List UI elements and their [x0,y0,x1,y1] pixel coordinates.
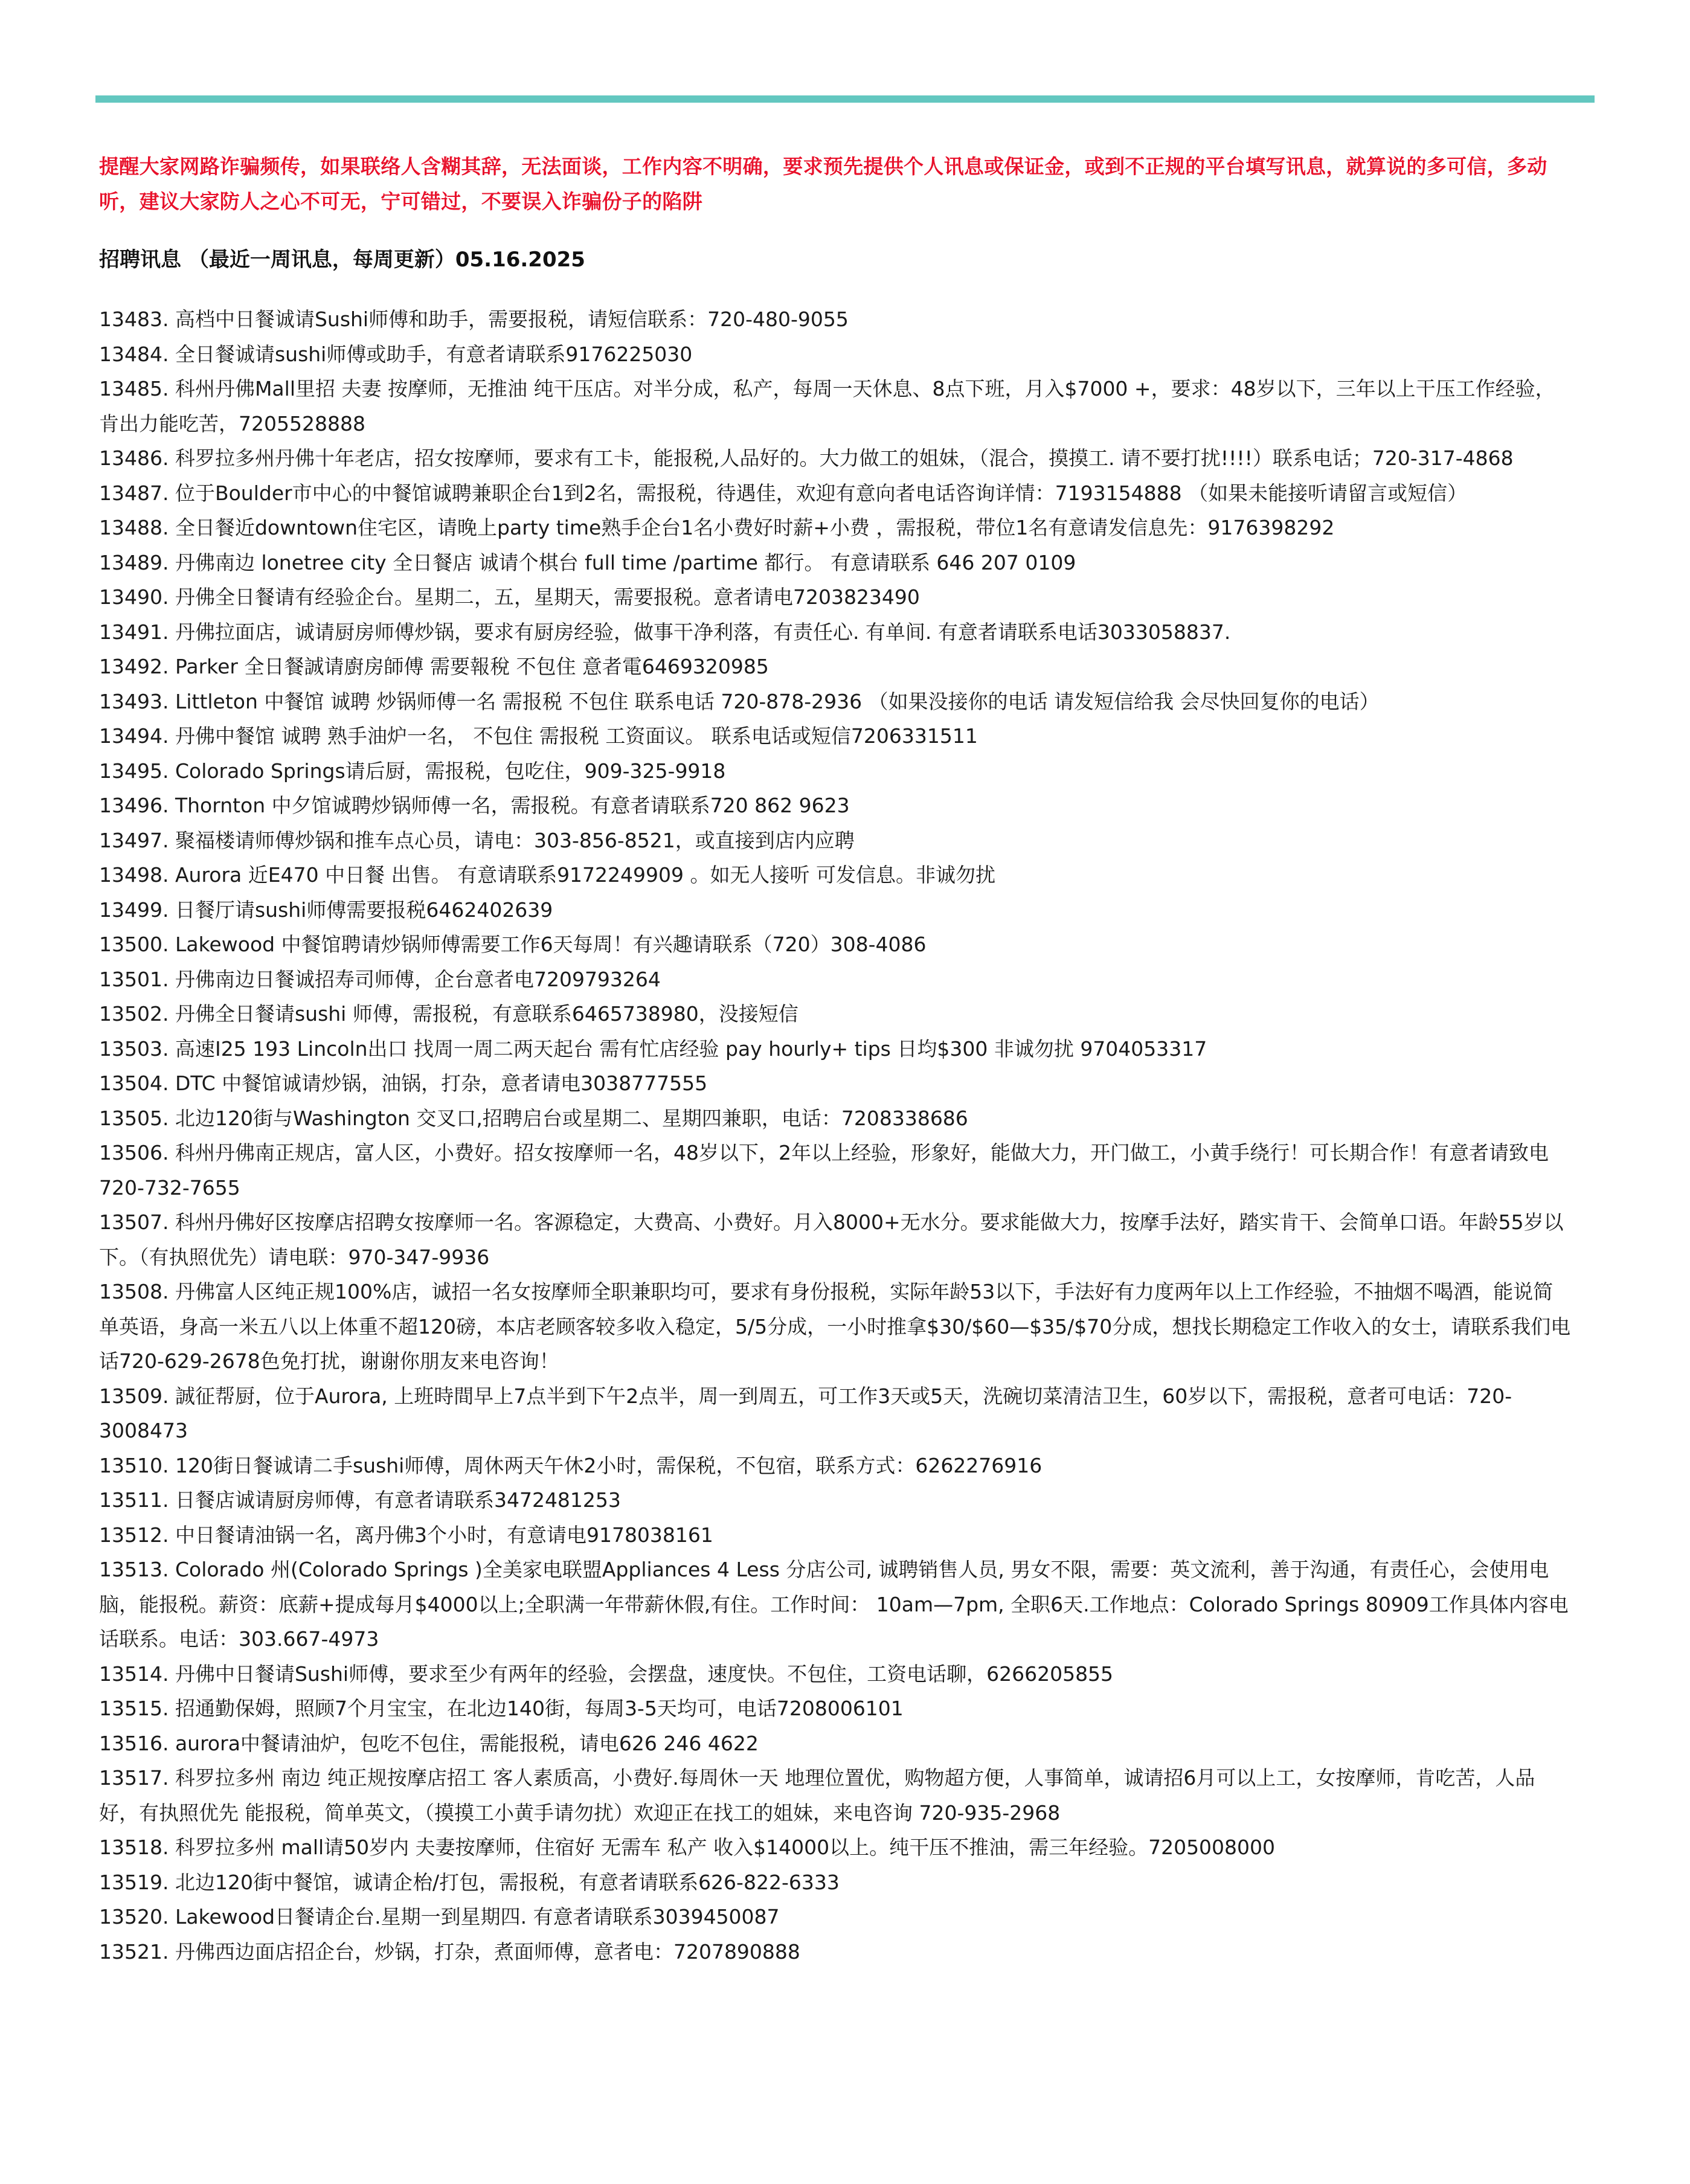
list-item: 13497. 聚福楼请师傅炒锅和推车点心员，请电：303-856-8521，或直接到店内应聘 [99,828,855,852]
list-item: 13489. 丹佛南边 lonetree city 全日餐店 诚请个棋台 full time /partime 都行。 有意请联系 646 207 0109 [99,550,1076,574]
list-item: 13509. 誠征帮厨，位于Aurora, 上班時間早上7点半到下午2点半，周一到周五，可工作3天或5天，洗碗切菜清洁卫生，60岁以下，需报税，意者可电话：720-3008473 [99,1384,1512,1442]
list-item: 13515. 招通勤保姆，照顾7个月宝宝，在北边140街，每周3-5天均可，电话7208006101 [99,1697,904,1720]
list-item: 13491. 丹佛拉面店，诚请厨房师傅炒锅，要求有厨房经验，做事干净利落，有责任心. 有单间. 有意者请联系电话3033058837. [99,620,1231,644]
list-item: 13484. 全日餐诚请sushi师傅或助手，有意者请联系9176225030 [99,342,693,366]
list-item: 13499. 日餐厅请sushi师傅需要报税6462402639 [99,898,553,922]
list-item: 13510. 120街日餐诚请二手sushi师傅，周休两天午休2小时，需保税，不包宿，联系方式：6262276916 [99,1453,1043,1477]
list-item: 13498. Aurora 近E470 中日餐 出售。 有意请联系9172249909 。如无人接听 可发信息。非诚勿扰 [99,863,996,887]
list-item: 13490. 丹佛全日餐请有经验企台。星期二，五，星期天，需要报税。意者请电7203823490 [99,585,920,609]
list-item: 13483. 高档中日餐诚请Sushi师傅和助手，需要报税，请短信联系：720-480-9055 [99,307,849,331]
list-item: 13496. Thornton 中夕馆诚聘炒锅师傅一名，需报税。有意者请联系720 862 9623 [99,794,850,817]
list-item: 13517. 科罗拉多州 南边 纯正规按摩店招工 客人素质高，小费好.每周休一天 地理位置优，购物超方便，人事简单，诚请招6月可以上工，女按摩师，肯吃苦，人品好，有执照优先 能报税，简单英文，（摸摸工小黄手请勿扰）欢迎正在找工的姐妹，来电咨询 720-935-2968 [99,1766,1535,1825]
list-item: 13518. 科罗拉多州 mall请50岁内 夫妻按摩师，住宿好 无需车 私产 收入$14000以上。纯干压不推油，需三年经验。7205008000 [99,1836,1276,1859]
list-item: 13492. Parker 全日餐誠请廚房師傅 需要報稅 不包住 意者電6469320985 [99,655,769,678]
list-item: 13504. DTC 中餐馆诚请炒锅，油锅，打杂，意者请电3038777555 [99,1071,708,1095]
list-item: 13521. 丹佛西边面店招企台，炒锅，打杂，煮面师傅，意者电：7207890888 [99,1939,800,1964]
job-listings [99,302,1573,1969]
list-item: 13519. 北边120街中餐馆，诚请企枱/打包，需报税，有意者请联系626-822-6333 [99,1870,840,1894]
list-item: 13493. Littleton 中餐馆 诚聘 炒锅师傅一名 需报税 不包住 联系电话 720-878-2936 （如果没接你的电话 请发短信给我 会尽快回复你的电话） [99,689,1380,713]
list-item: 13495. Colorado Springs请后厨，需报税，包吃住，909-325-9918 [99,759,726,783]
list-item: 13488. 全日餐近downtown住宅区，请晚上party time熟手企台1名小费好时薪+小费 ，需报税，带位1名有意请发信息先：9176398292 [99,516,1335,539]
list-item: 13513. Colorado 州(Colorado Springs )全美家电联盟Appliances 4 Less 分店公司, 诚聘销售人员, 男女不限，需要：英文流利，善于沟通，有责任心，会使用电脑，能报税。薪资：底薪+提成每月$4000以上;全职满一年带薪休假,有住。工作时间： 10am—7pm, 全职6天.工作地点：Colorado Springs 80909工作具体内容电话联系。电话：303.667-4973 [99,1558,1569,1651]
list-item: 13508. 丹佛富人区纯正规100%店，诚招一名女按摩师全职兼职均可，要求有身份报税，实际年龄53以下，手法好有力度两年以上工作经验，不抽烟不喝酒，能说简单英语，身高一米五八以上体重不超120磅，本店老顾客较多收入稳定，5/5分成，一小时推拿$30/$60—$35/$70分成，想找长期稳定工作收入的女士，请联系我们电话720-629-2678色免打扰，谢谢你朋友来电咨询！ [99,1280,1571,1373]
list-item: 13511. 日餐店诚请厨房师傅，有意者请联系3472481253 [99,1488,621,1512]
list-item: 13486. 科罗拉多州丹佛十年老店，招女按摩师，要求有工卡，能报税,人品好的。大力做工的姐妹，（混合，摸摸工. 请不要打扰!!!!）联系电话；720-317-4868 [99,446,1514,470]
list-item: 13516. aurora中餐请油炉，包吃不包住，需能报税，请电626 246 4622 [99,1731,759,1755]
list-item: 13506. 科州丹佛南正规店，富人区，小费好。招女按摩师一名，48岁以下，2年以上经验，形象好，能做大力，开门做工，小黄手绕行！可长期合作！有意者请致电720-732-7655 [99,1141,1549,1200]
list-item: 13500. Lakewood 中餐馆聘请炒锅师傅需要工作6天每周！有兴趣请联系（720）308-4086 [99,933,927,956]
list-item: 13503. 高速I25 193 Lincoln出口 找周一周二两天起台 需有忙店经验 pay hourly+ tips 日均$300 非诚勿扰 9704053317 [99,1036,1207,1061]
top-divider [95,95,1595,103]
scam-warning: 提醒大家网路诈骗频传，如果联络人含糊其辞，无法面谈，工作内容不明确，要求预先提供个人讯息或保证金，或到不正规的平台填写讯息，就算说的多可信，多动听，建议大家防人之心不可无，宁可错过，不要误入诈骗份子的陷阱 [99,155,1547,213]
list-item: 13512. 中日餐请油锅一名，离丹佛3个小时，有意请电9178038161 [99,1523,713,1547]
list-item: 13507. 科州丹佛好区按摩店招聘女按摩师一名。客源稳定，大费高、小费好。月入8000+无水分。要求能做大力，按摩手法好，踏实肯干、会简单口语。年龄55岁以下。（有执照优先）请电联：970-347-9936 [99,1210,1564,1269]
list-item: 13487. 位于Boulder市中心的中餐馆诚聘兼职企台1到2名，需报税，待遇佳，欢迎有意向者电话咨询详情：7193154888 （如果未能接听请留言或短信） [99,481,1468,505]
list-item: 13505. 北边120街与Washington 交叉口,招聘启台或星期二、星期四兼职，电话：7208338686 [99,1106,968,1130]
list-item: 13514. 丹佛中日餐请Sushi师傅，要求至少有两年的经验，会摆盘，速度快。不包住，工资电话聊，6266205855 [99,1662,1114,1686]
list-item: 13485. 科州丹佛Mall里招 夫妻 按摩师，无推油 纯干压店。对半分成，私产，每周一天休息、8点下班，月入$7000 +，要求：48岁以下，三年以上干压工作经验，肯出力能吃苦，7205528888 [99,377,1555,435]
list-item: 13502. 丹佛全日餐请sushi 师傅，需报税，有意联系6465738980，没接短信 [99,1002,798,1026]
list-item: 13520. Lakewood日餐请企台.星期一到星期四. 有意者请联系3039450087 [99,1905,780,1929]
list-item: 13501. 丹佛南边日餐诚招寿司师傅，企台意者电7209793264 [99,967,661,991]
section-title: 招聘讯息 （最近一周讯息，每周更新）05.16.2025 [99,248,585,272]
list-item: 13494. 丹佛中餐馆 诚聘 熟手油炉一名， 不包住 需报税 工资面议。 联系电话或短信7206331511 [99,724,978,748]
